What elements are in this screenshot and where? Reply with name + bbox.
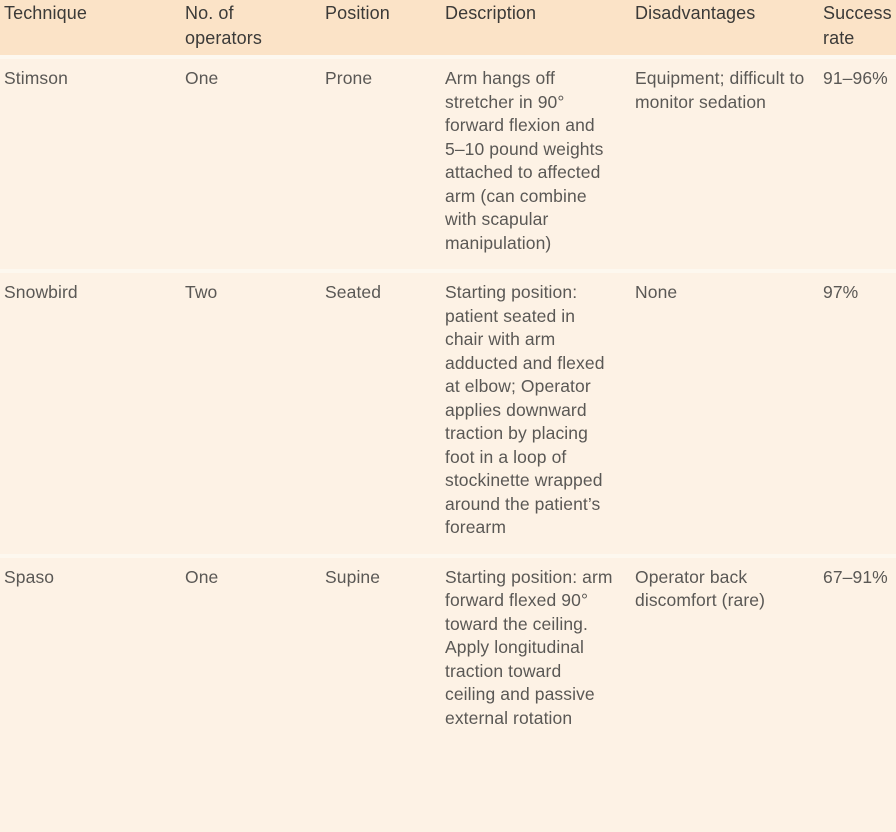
table-row-snowbird [0, 269, 896, 554]
cell-position: Supine [325, 566, 381, 587]
table-header-row [0, 0, 896, 55]
table-row-stimson [0, 55, 896, 269]
cell-technique: Snowbird [4, 282, 78, 302]
cell-operators: Two [185, 282, 218, 302]
column-header-technique: Technique [4, 3, 87, 23]
cell-position: Prone [325, 68, 373, 88]
cell-success-rate: 97% [823, 282, 859, 302]
cell-disadvantages: Equipment; difficult to monitor sedation [635, 68, 805, 112]
cell-operators: One [185, 566, 219, 587]
column-header-description: Description [445, 3, 537, 23]
cell-description: Arm hangs off stretcher in 90° forward flexion and 5–10 pound weights attached to affected arm (can combine with scapular manipulation) [445, 68, 604, 253]
cell-disadvantages: Operator back discomfort (rare) [635, 566, 766, 610]
column-header-position: Position [325, 3, 390, 23]
cell-description: Starting position: patient seated in chair with arm adducted and flexed at elbow; Operator applies downward traction by placing foot in a loop of stockinette wrapped around the patient’s forearm [445, 282, 605, 537]
cell-technique: Stimson [4, 68, 68, 88]
cell-success-rate: 67–91% [823, 566, 888, 587]
cell-success-rate: 91–96% [823, 68, 888, 88]
cell-operators: One [185, 68, 219, 88]
column-header-disadvantages: Disadvantages [635, 3, 756, 23]
cell-technique: Spaso [4, 566, 55, 587]
cell-description: Starting position: arm forward flexed 90° toward the ceiling. Apply longitudinal traction toward ceiling and passive external rotation [445, 566, 613, 728]
cell-position: Seated [325, 282, 382, 302]
column-header-operators: No. of operators [185, 3, 262, 48]
table-row-spaso [0, 554, 896, 832]
column-header-success-rate: Success rate [823, 3, 892, 48]
cell-disadvantages: None [635, 282, 678, 302]
